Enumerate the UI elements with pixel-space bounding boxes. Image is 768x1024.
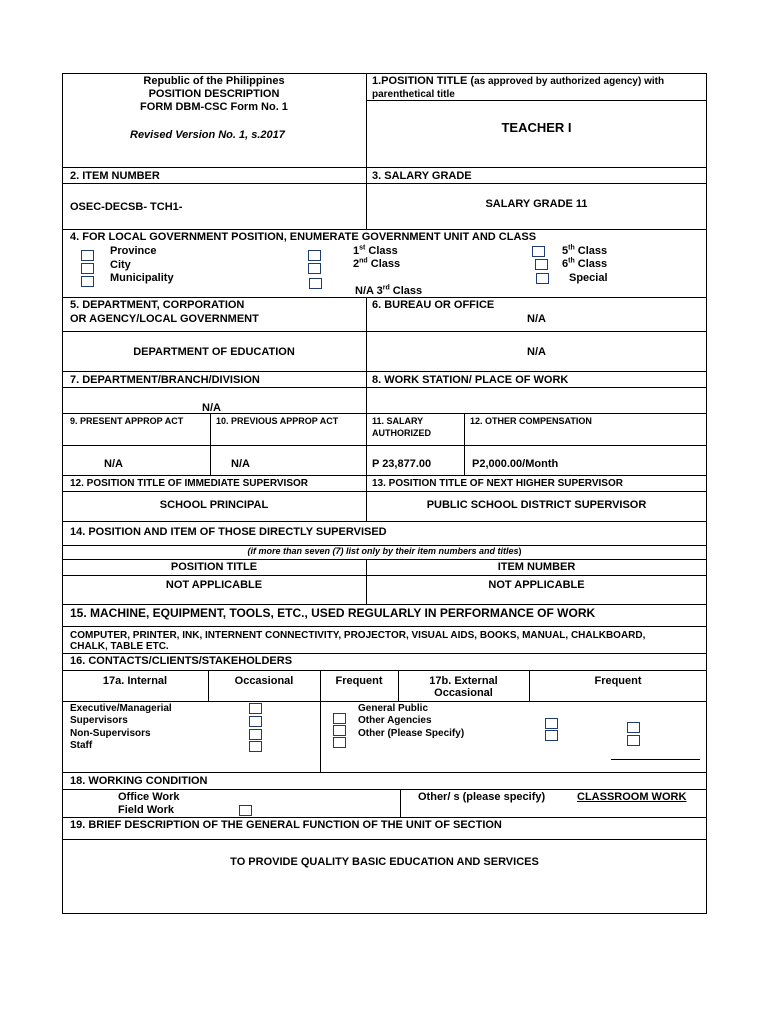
header-form-title: POSITION DESCRIPTION — [148, 88, 280, 100]
municipality-checkbox[interactable] — [81, 276, 94, 287]
bureau-value-2: N/A — [527, 346, 546, 358]
contacts-label: 16. CONTACTS/CLIENTS/STAKEHOLDERS — [70, 655, 293, 667]
equipment-label: 15. MACHINE, EQUIPMENT, TOOLS, ETC., USED REGULARLY IN PERFORMANCE OF WORK — [70, 606, 596, 620]
office-work: Office Work — [118, 791, 180, 803]
class2-checkbox[interactable] — [308, 263, 321, 274]
equipment-value-1: COMPUTER, PRINTER, INK, INTERNENT CONNECTIVITY, PROJECTOR, VISUAL AIDS, BOOKS, MANUAL, CHALKBOARD, — [70, 630, 646, 641]
salary-grade-label: 3. SALARY GRADE — [372, 170, 472, 182]
external-occasional-checkbox-1[interactable] — [545, 718, 558, 729]
class-3: N/A 3rd Class — [355, 284, 423, 297]
item-number-value: OSEC-DECSB- TCH1- — [70, 201, 183, 213]
local-government-label: 4. FOR LOCAL GOVERNMENT POSITION, ENUMERATE GOVERNMENT UNIT AND CLASS — [70, 231, 537, 243]
class-2: 2nd Class — [353, 257, 401, 270]
external-other-agencies: Other Agencies — [358, 715, 432, 726]
item-number-column: ITEM NUMBER — [497, 561, 576, 573]
city-checkbox[interactable] — [81, 263, 94, 274]
department-label-2: OR AGENCY/LOCAL GOVERNMENT — [70, 313, 259, 325]
present-approp-label: 9. PRESENT APPROP ACT — [70, 416, 184, 426]
position-title-label-2: parenthetical title — [372, 89, 455, 100]
supervisors-frequent-checkbox[interactable] — [333, 725, 346, 736]
general-function-value: TO PROVIDE QUALITY BASIC EDUCATION AND SERVICES — [230, 856, 539, 868]
salary-grade-value: SALARY GRADE 11 — [485, 198, 588, 210]
external-column: 17b. External — [429, 675, 498, 687]
field-work: Field Work — [118, 804, 175, 816]
working-condition-label: 18. WORKING CONDITION — [70, 775, 208, 787]
present-approp-value: N/A — [104, 458, 123, 470]
immediate-supervisor-value: SCHOOL PRINCIPAL — [159, 499, 269, 511]
work-station-label: 8. WORK STATION/ PLACE OF WORK — [372, 374, 569, 386]
class1-checkbox[interactable] — [308, 250, 321, 261]
other-specify-label: Other/ s (please specify) — [418, 791, 546, 803]
supervisors-occasional-checkbox[interactable] — [249, 716, 262, 727]
bureau-value-1: N/A — [527, 313, 546, 325]
internal-staff: Staff — [70, 740, 93, 751]
equipment-value-2: CHALK, TABLE ETC. — [70, 641, 169, 652]
division-label: 7. DEPARTMENT/BRANCH/DIVISION — [70, 374, 260, 386]
other-compensation-label: 12. OTHER COMPENSATION — [470, 416, 592, 426]
department-label-1: 5. DEPARTMENT, CORPORATION — [70, 299, 245, 311]
province-checkbox[interactable] — [81, 250, 94, 261]
directly-supervised-label: 14. POSITION AND ITEM OF THOSE DIRECTLY SUPERVISED — [70, 526, 387, 538]
class-6: 6th Class — [562, 257, 608, 270]
external-general-public: General Public — [358, 703, 429, 714]
unit-city: City — [110, 259, 131, 271]
general-function-label: 19. BRIEF DESCRIPTION OF THE GENERAL FUNCTION OF THE UNIT OF SECTION — [70, 819, 502, 831]
internal-executive: Executive/Managerial — [70, 703, 172, 714]
internal-column: 17a. Internal — [102, 675, 168, 687]
other-compensation-value: P2,000.00/Month — [472, 458, 559, 470]
header-form-number: FORM DBM-CSC Form No. 1 — [140, 101, 288, 113]
class3-checkbox[interactable] — [309, 278, 322, 289]
header-republic: Republic of the Philippines — [143, 75, 285, 87]
directly-supervised-note: (if more than seven (7) list only by their item numbers and titles) — [247, 546, 522, 556]
executive-occasional-checkbox[interactable] — [249, 703, 262, 714]
other-specify-value: CLASSROOM WORK — [577, 791, 687, 803]
class-special: Special — [569, 272, 608, 284]
class-5: 5th Class — [562, 244, 608, 257]
executive-frequent-checkbox[interactable] — [333, 713, 346, 724]
internal-non-supervisors: Non-Supervisors — [70, 728, 151, 739]
external-frequent-checkbox-1[interactable] — [627, 722, 640, 733]
item-number-label: 2. ITEM NUMBER — [70, 170, 160, 182]
salary-authorized-label-1: 11. SALARY — [372, 416, 424, 426]
item-number-cell: NOT APPLICABLE — [488, 579, 585, 591]
department-value: DEPARTMENT OF EDUCATION — [133, 346, 295, 358]
special-checkbox[interactable] — [536, 273, 549, 284]
internal-supervisors: Supervisors — [70, 715, 128, 726]
unit-municipality: Municipality — [110, 272, 174, 284]
class5-checkbox[interactable] — [532, 246, 545, 257]
bureau-label: 6. BUREAU OR OFFICE — [372, 299, 495, 311]
internal-occasional-column: Occasional — [234, 675, 294, 687]
internal-frequent-column: Frequent — [335, 675, 383, 687]
immediate-supervisor-label: 12. POSITION TITLE OF IMMEDIATE SUPERVISOR — [70, 478, 308, 489]
next-supervisor-label: 13. POSITION TITLE OF NEXT HIGHER SUPERVISOR — [372, 478, 623, 489]
position-title-column: POSITION TITLE — [170, 561, 258, 573]
position-title-cell: NOT APPLICABLE — [165, 579, 263, 591]
salary-authorized-value: P 23,877.00 — [372, 458, 432, 470]
previous-approp-label: 10. PREVIOUS APPROP ACT — [216, 416, 339, 426]
external-occasional-column: Occasional — [434, 687, 493, 699]
external-other-specify: Other (Please Specify) — [358, 728, 465, 739]
external-occasional-checkbox-2[interactable] — [545, 730, 558, 741]
previous-approp-value: N/A — [231, 458, 250, 470]
unit-province: Province — [110, 245, 157, 257]
position-title-label: 1.POSITION TITLE (as approved by authorized agency) with — [372, 75, 665, 87]
external-frequent-checkbox-2[interactable] — [627, 735, 640, 746]
header-revised-version: Revised Version No. 1, s.2017 — [130, 129, 285, 141]
class-1: 1st Class — [353, 244, 398, 257]
next-supervisor-value: PUBLIC SCHOOL DISTRICT SUPERVISOR — [426, 499, 647, 511]
position-title-value: TEACHER I — [501, 120, 572, 135]
field-work-checkbox[interactable] — [239, 805, 252, 816]
salary-authorized-label-2: AUTHORIZED — [372, 428, 431, 438]
non-supervisors-frequent-checkbox[interactable] — [333, 737, 346, 748]
other-specify-line[interactable] — [611, 759, 700, 760]
staff-occasional-checkbox[interactable] — [249, 741, 262, 752]
class6-checkbox[interactable] — [535, 259, 548, 270]
division-value: N/A — [202, 402, 221, 414]
non-supervisors-occasional-checkbox[interactable] — [249, 729, 262, 740]
external-frequent-column: Frequent — [594, 675, 642, 687]
